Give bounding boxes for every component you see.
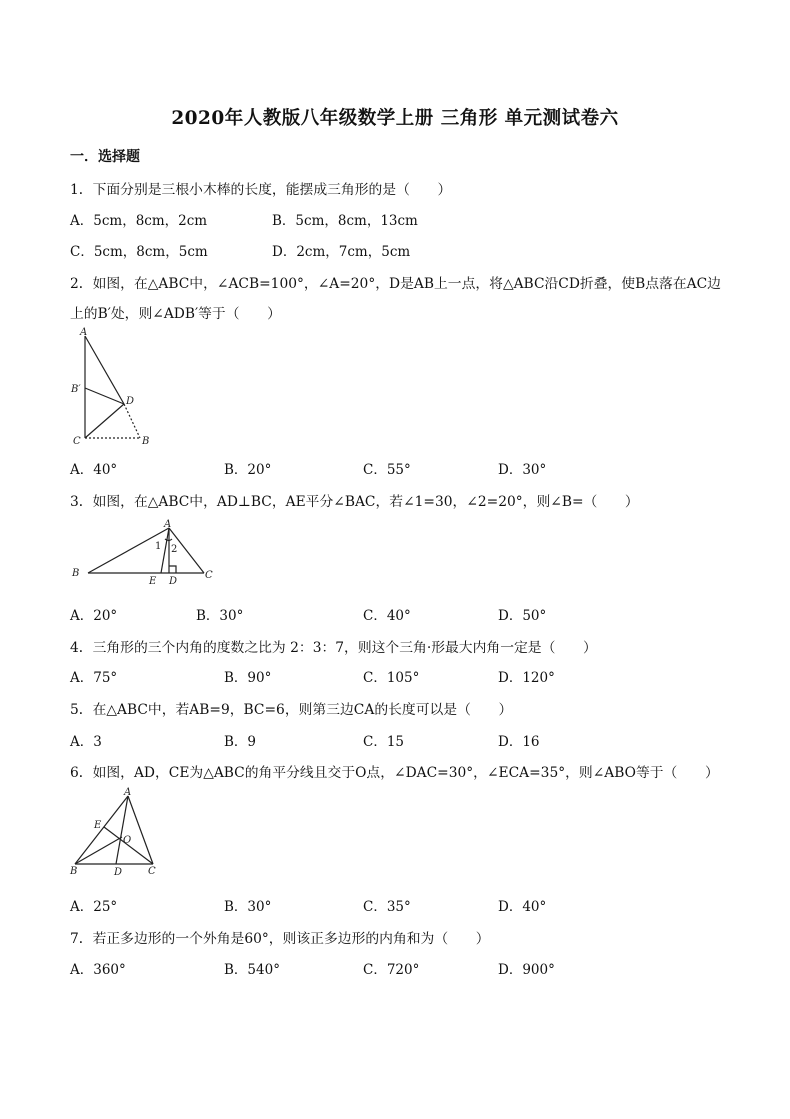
question-2-figure [68, 326, 158, 450]
fig6-label-b: B [70, 866, 78, 877]
q6-option-d[interactable]: D．40° [498, 899, 547, 915]
fig3-label-d: D [169, 576, 178, 587]
q4-option-c[interactable]: C．105° [363, 670, 420, 686]
q2-option-c[interactable]: C．55° [363, 462, 411, 478]
fig2-label-d: D [126, 396, 135, 407]
q1-option-c[interactable]: C．5cm，8cm，5cm [70, 244, 208, 260]
q3-option-b[interactable]: B．30° [196, 608, 244, 624]
fig3-label-c: C [205, 570, 213, 581]
q5-option-a[interactable]: A．3 [70, 734, 102, 750]
q6-option-b[interactable]: B．30° [224, 899, 272, 915]
q5-option-d[interactable]: D．16 [498, 734, 540, 750]
question-4-stem: 4．三角形的三个内角的度数之比为 2：3：7，则这个三角·形最大内角一定是（ ） [70, 640, 597, 656]
question-2-stem-line2: 上的B′处，则∠ADB′等于（ ） [70, 306, 281, 322]
fig6-label-a: A [124, 787, 132, 798]
question-3-stem: 3．如图，在△ABC中，AD⊥BC，AE平分∠BAC，若∠1=30，∠2=20°，则∠B=（ ） [70, 494, 639, 510]
fig6-label-o: O [123, 835, 132, 846]
q7-option-b[interactable]: B．540° [224, 962, 280, 978]
fig3-label-one: 1 [155, 541, 162, 552]
fig2-label-b: B [142, 436, 150, 447]
q7-option-c[interactable]: C．720° [363, 962, 420, 978]
fig2-label-b-prime: B′ [71, 384, 81, 395]
q6-option-a[interactable]: A．25° [70, 899, 118, 915]
question-2-stem-line1: 2．如图，在△ABC中，∠ACB=100°，∠A=20°，D是AB上一点，将△ABC沿CD折叠，使B点落在AC边 [70, 276, 721, 292]
fig3-label-b: B [72, 568, 80, 579]
fig6-label-e: E [94, 820, 102, 831]
fig3-label-a: A [164, 519, 172, 530]
section-heading: 一．选择题 [70, 149, 140, 165]
q7-option-d[interactable]: D．900° [498, 962, 555, 978]
fig2-label-c: C [73, 436, 81, 447]
q5-option-b[interactable]: B．9 [224, 734, 257, 750]
fig6-label-d: D [114, 867, 123, 878]
fig3-label-two: 2 [171, 544, 178, 555]
q4-option-b[interactable]: B．90° [224, 670, 272, 686]
question-6-stem: 6．如图，AD，CE为△ABC的角平分线且交于O点，∠DAC=30°，∠ECA=35°，则∠ABO等于（ ） [70, 765, 719, 781]
q6-option-c[interactable]: C．35° [363, 899, 411, 915]
question-5-stem: 5．在△ABC中，若AB=9，BC=6，则第三边CA的长度可以是（ ） [70, 702, 513, 718]
q5-option-c[interactable]: C．15 [363, 734, 405, 750]
q7-option-a[interactable]: A．360° [70, 962, 126, 978]
question-7-stem: 7．若正多边形的一个外角是60°，则该正多边形的内角和为（ ） [70, 931, 490, 947]
question-6-figure [68, 788, 168, 880]
q3-option-a[interactable]: A．20° [70, 608, 118, 624]
q2-option-a[interactable]: A．40° [70, 462, 118, 478]
q2-option-b[interactable]: B．20° [224, 462, 272, 478]
q1-option-d[interactable]: D．2cm，7cm，5cm [272, 244, 411, 260]
fig3-label-e: E [149, 576, 157, 587]
page-title: 2020年人教版八年级数学上册 三角形 单元测试卷六 [171, 108, 619, 129]
q3-option-c[interactable]: C．40° [363, 608, 411, 624]
q4-option-a[interactable]: A．75° [70, 670, 118, 686]
question-1-stem: 1．下面分别是三根小木棒的长度，能摆成三角形的是（ ） [70, 182, 452, 198]
q1-option-a[interactable]: A．5cm，8cm，2cm [70, 213, 208, 229]
fig2-label-a: A [80, 327, 88, 338]
q4-option-d[interactable]: D．120° [498, 670, 555, 686]
q2-option-d[interactable]: D．30° [498, 462, 547, 478]
q3-option-d[interactable]: D．50° [498, 608, 547, 624]
q1-option-b[interactable]: B．5cm，8cm，13cm [272, 213, 418, 229]
question-3-figure [68, 518, 228, 588]
fig6-label-c: C [148, 866, 156, 877]
